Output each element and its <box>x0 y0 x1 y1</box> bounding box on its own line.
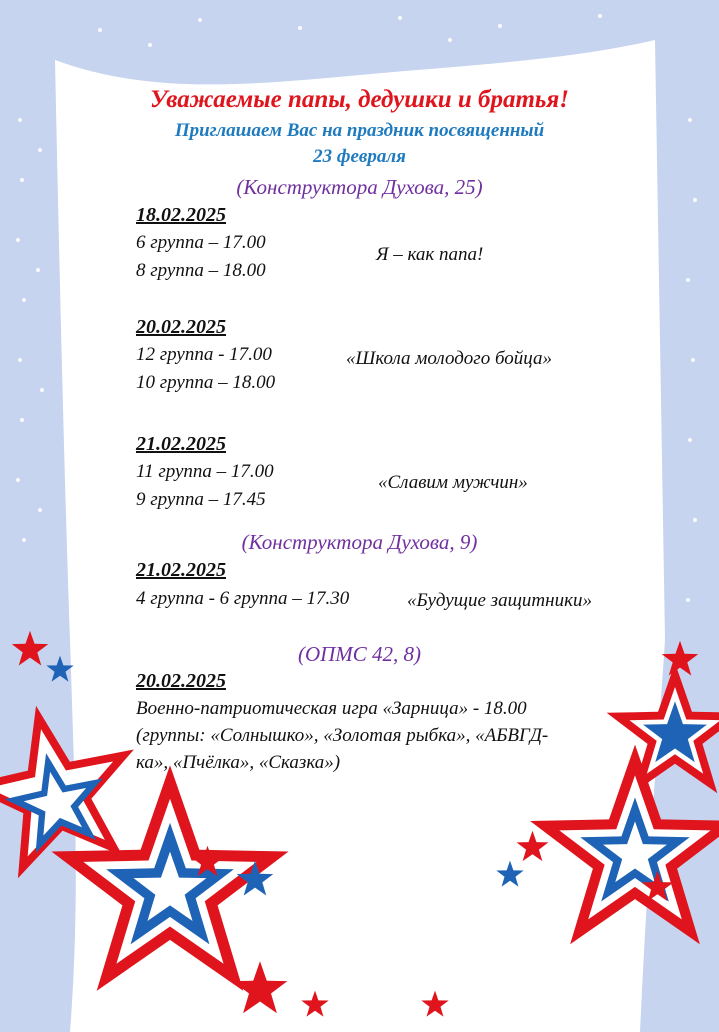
session-group: 9 группа – 17.45 <box>136 489 266 510</box>
session-group: 8 группа – 18.00 <box>136 260 266 281</box>
session-date: 20.02.2025 <box>136 316 226 338</box>
session-description: ка», «Пчёлка», «Сказка») <box>136 752 341 773</box>
location-address: (Конструктора Духова, 9) <box>241 530 478 554</box>
occasion-date: 23 февраля <box>313 146 406 167</box>
session-description: Военно-патриотическая игра «Зарница» - 18.00 <box>136 698 527 719</box>
session-group: 12 группа - 17.00 <box>136 344 272 365</box>
session-group: 11 группа – 17.00 <box>136 461 274 482</box>
session-description: (группы: «Солнышко», «Золотая рыбка», «АБВГД- <box>136 725 549 746</box>
session-event: «Школа молодого бойца» <box>346 348 553 369</box>
location-address: (Конструктора Духова, 25) <box>236 175 483 199</box>
session-group: 4 группа - 6 группа – 17.30 <box>136 588 350 609</box>
session-date: 20.02.2025 <box>136 670 226 692</box>
session-date: 21.02.2025 <box>136 559 226 581</box>
session-event: «Будущие защитники» <box>407 590 592 611</box>
session-group: 6 группа – 17.00 <box>136 232 266 253</box>
session-date: 18.02.2025 <box>136 204 226 226</box>
session-event: Я – как папа! <box>376 244 484 265</box>
location-address: (ОПМС 42, 8) <box>297 642 422 666</box>
greeting-heading: Уважаемые папы, дедушки и братья! <box>150 86 569 113</box>
session-group: 10 группа – 18.00 <box>136 372 276 393</box>
session-date: 21.02.2025 <box>136 433 226 455</box>
invite-subheading: Приглашаем Вас на праздник посвященный <box>174 120 545 141</box>
session-event: «Славим мужчин» <box>378 472 528 493</box>
